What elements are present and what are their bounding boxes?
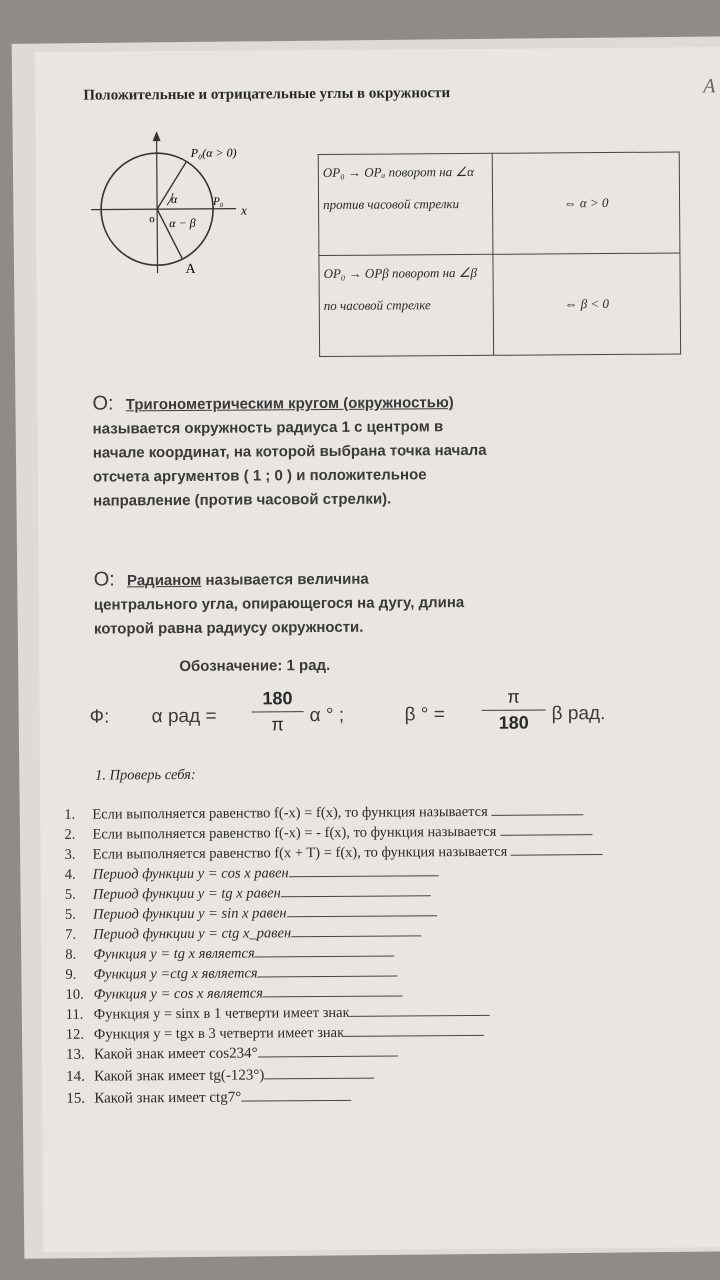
- quiz-text: Если выполняется равенство f(-x) = f(x), то функция называется: [92, 803, 488, 823]
- frac1-numerator: 180: [262, 688, 293, 709]
- formula-left-prefix: α рад =: [151, 705, 217, 728]
- def1-term: Тригонометрическим кругом (окружностью): [125, 394, 454, 414]
- frac1-denominator: π: [271, 714, 284, 735]
- answer-blank[interactable]: [258, 963, 398, 977]
- def2-marker: О:: [93, 568, 115, 591]
- row2-right: ⇔ β < 0: [493, 253, 681, 355]
- alpha-beta-label: α − β: [169, 215, 196, 231]
- answer-blank[interactable]: [500, 822, 592, 836]
- quiz-item: [65, 883, 431, 904]
- quiz-item: [64, 822, 592, 844]
- quiz-item: [65, 963, 397, 983]
- p0-label: P₀: [213, 195, 224, 208]
- quiz-text: Период функции y = ctg x_равен: [93, 925, 292, 943]
- page-title: Положительные и отрицательные углы в окружности: [83, 85, 451, 104]
- answer-blank[interactable]: [264, 1066, 374, 1080]
- quiz-text: Функция y = tg x является: [93, 945, 255, 963]
- quiz-num: 5.: [64, 886, 76, 903]
- def2-term: Радианом: [126, 571, 202, 590]
- answer-blank[interactable]: [291, 923, 421, 937]
- quiz-text: Функция y = sinx в 1 четверти имеет знак: [93, 1004, 350, 1023]
- quiz-text: Какой знак имеет ctg7°: [94, 1089, 242, 1107]
- def2-text: называется величина центрального угла, опирающегося на дугу, длина которой равна радиусу окружности.: [93, 570, 465, 638]
- answer-blank[interactable]: [286, 903, 436, 917]
- y-axis: [157, 135, 158, 273]
- answer-blank[interactable]: [350, 1003, 490, 1017]
- quiz-heading: 1. Проверь себя:: [94, 766, 196, 784]
- formula-right-prefix: β ° =: [404, 704, 445, 726]
- frac1-bar: [252, 711, 304, 712]
- frac2-denominator: 180: [498, 712, 529, 733]
- quiz-item: [66, 983, 404, 1003]
- quiz-num: 7.: [65, 926, 77, 943]
- quiz-num: 12.: [65, 1026, 85, 1043]
- quiz-item: [65, 923, 421, 943]
- y-arrow: [153, 131, 161, 141]
- quiz-text: Какой знак имеет tg(-123°): [94, 1067, 265, 1085]
- quiz-num: 2.: [64, 826, 76, 843]
- answer-blank[interactable]: [344, 1023, 484, 1037]
- quiz-item: [65, 903, 437, 924]
- answer-blank[interactable]: [491, 802, 583, 816]
- quiz-num: 9.: [65, 966, 77, 983]
- quiz-text: Функция y = tgx в 3 четверти имеет знак: [93, 1024, 345, 1043]
- fraction-180-pi: [251, 688, 303, 735]
- row1-right: ⇔ α > 0: [492, 152, 680, 254]
- quiz-item: [66, 1023, 484, 1044]
- def1-marker: О:: [92, 392, 114, 415]
- quiz-num: 11.: [65, 1006, 84, 1023]
- def1-text: называется окружность радиуса 1 с центром в начале координат, на которой выбрана точка начала отсчета аргументов ( 1 ; 0 ) и положительное направление (против часовой стрелки).: [92, 418, 487, 510]
- x-label: x: [241, 202, 247, 218]
- quiz-item: [65, 863, 439, 884]
- quiz-item: [65, 842, 603, 864]
- formula-marker: Ф:: [89, 706, 110, 728]
- answer-blank[interactable]: [511, 842, 603, 856]
- quiz-num: 3.: [64, 846, 76, 863]
- alpha-label: α: [170, 192, 178, 207]
- unit-circle-diagram: [91, 126, 292, 277]
- quiz-num: 10.: [65, 986, 84, 1003]
- origin-label: o: [149, 213, 155, 226]
- quiz-num: 1.: [64, 806, 76, 823]
- frac2-bar: [482, 709, 546, 710]
- quiz-text: Какой знак имеет cos234°: [93, 1045, 258, 1063]
- quiz-num: 13.: [65, 1046, 85, 1063]
- quiz-text: Период функции y = sin x равен: [92, 905, 287, 923]
- radian-notation: Обозначение: 1 рад.: [179, 656, 331, 676]
- quiz-item: [66, 1043, 398, 1063]
- answer-blank[interactable]: [289, 863, 439, 877]
- point-a-label: A: [185, 261, 196, 277]
- quiz-text: Если выполняется равенство f(-x) = - f(x), то функция называется: [92, 823, 497, 843]
- frac2-numerator: π: [507, 686, 520, 707]
- quiz-text: Если выполняется равенство f(x + T) = f(x), то функция называется: [92, 843, 508, 863]
- answer-blank[interactable]: [263, 983, 403, 997]
- formula-left-suffix: α ° ;: [309, 704, 345, 727]
- formula-right-suffix: β рад.: [551, 703, 606, 725]
- corner-mark: A: [703, 75, 716, 98]
- quiz-text: Период функции y = cos x равен: [92, 865, 289, 883]
- quiz-num: 15.: [66, 1090, 86, 1107]
- answer-blank[interactable]: [241, 1088, 351, 1102]
- definition-radian: [94, 565, 475, 642]
- quiz-text: Период функции y = tg x равен: [92, 885, 281, 903]
- rotation-table: [318, 152, 681, 358]
- answer-blank[interactable]: [255, 944, 395, 958]
- quiz-num: 8.: [65, 946, 77, 963]
- quiz-text: Функция y =ctg x является: [93, 965, 258, 983]
- x-axis: [91, 209, 236, 210]
- quiz-item: [66, 1066, 374, 1086]
- point-label: P₀(α > 0): [190, 145, 237, 160]
- quiz-num: 14.: [66, 1068, 85, 1085]
- quiz-item: [65, 944, 394, 964]
- quiz-text: Функция y = cos x является: [93, 985, 264, 1003]
- fraction-pi-180: [481, 686, 545, 733]
- worksheet-page: [35, 47, 720, 1252]
- quiz-item: [66, 1003, 490, 1024]
- definition-trig-circle: [92, 389, 493, 514]
- quiz-num: 4.: [64, 866, 76, 883]
- answer-blank[interactable]: [257, 1043, 397, 1057]
- quiz-num: 5.: [64, 906, 76, 923]
- quiz-item: [64, 802, 583, 824]
- answer-blank[interactable]: [281, 883, 431, 897]
- quiz-item: [66, 1088, 351, 1108]
- row2-left: OP₀ → OPβ поворот на ∠β по часовой стрелке: [319, 254, 494, 356]
- row1-left: OP₀ → OPₐ поворот на ∠α против часовой стрелки: [318, 153, 493, 255]
